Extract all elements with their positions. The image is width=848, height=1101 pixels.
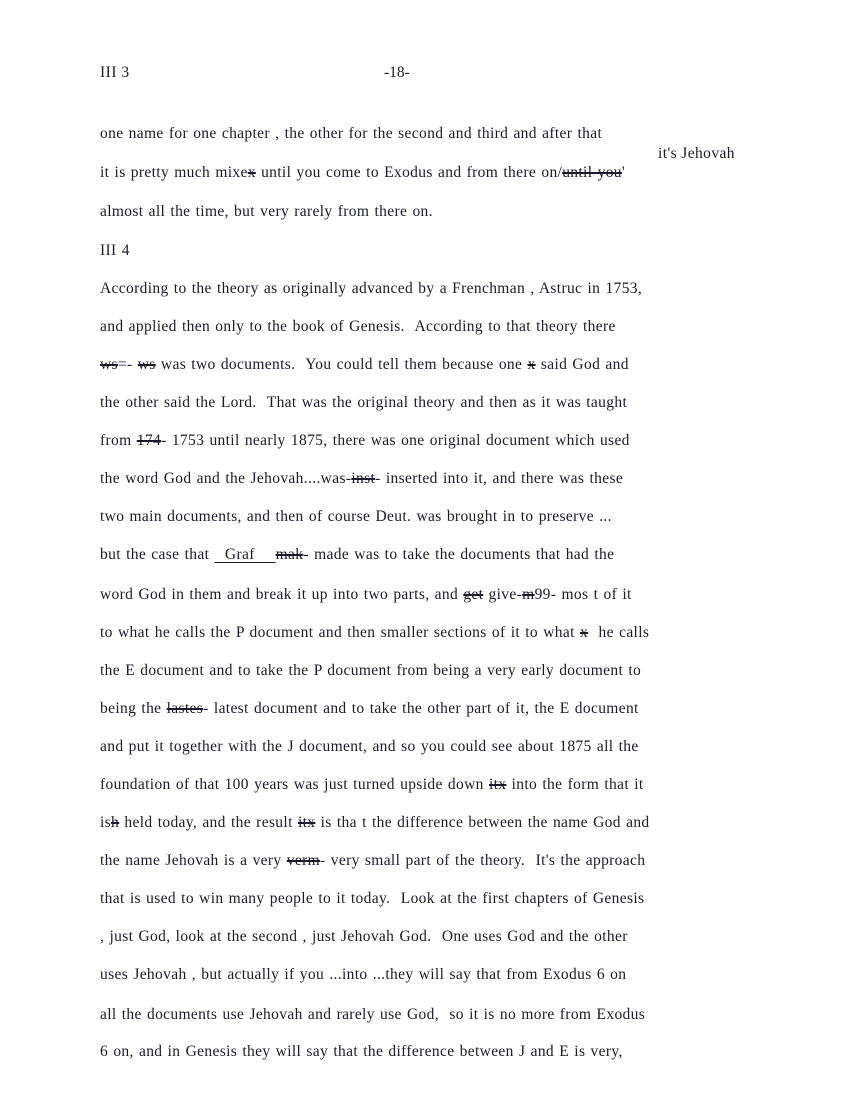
text-run: held today, and the result	[119, 814, 298, 831]
text-line	[100, 662, 641, 680]
text-line	[100, 318, 616, 336]
text-line	[100, 1043, 623, 1061]
struck-text: x	[527, 356, 536, 373]
text-run: almost all the time, but very rarely from there on.	[100, 203, 433, 220]
struck-text: verm	[286, 852, 321, 869]
text-line	[100, 164, 625, 182]
text-run: until you come to Exodus and from there on/	[255, 164, 563, 181]
page-header	[100, 64, 800, 88]
struck-text: lastes	[166, 700, 204, 717]
text-run: - very small part of the theory. It's the approach	[320, 852, 646, 869]
struck-text: itx	[297, 814, 316, 831]
struck-text: inst	[351, 470, 376, 487]
text-run: and put it together with the J document, and so you could see about 1875 all the	[100, 738, 639, 755]
text-run: it is pretty much mixe	[100, 164, 248, 181]
page-number: -18-	[384, 64, 410, 81]
struck-text: get	[463, 586, 484, 603]
text-run: was two documents. You could tell them because one	[155, 356, 528, 373]
text-run: one name for one chapter , the other for the second and third and after that	[100, 125, 603, 142]
text-line	[100, 624, 649, 642]
underlined-name: Graf	[214, 546, 276, 563]
struck-text: 174	[136, 432, 162, 449]
struck-text: mak	[275, 546, 304, 563]
text-line	[100, 966, 626, 984]
text-run: being the	[100, 700, 167, 717]
text-line	[100, 700, 639, 718]
text-run: , just God, look at the second , just Jehovah God. One uses God and the other	[100, 928, 628, 945]
struck-text: x	[579, 624, 589, 641]
struck-text: h	[111, 814, 120, 831]
text-run: all the documents use Jehovah and rarely use God, so it is no more from Exodus	[100, 1006, 646, 1023]
text-line	[100, 508, 612, 526]
text-run: and applied then only to the book of Genesis. According to that theory there	[100, 318, 616, 335]
text-run: '	[621, 164, 626, 181]
text-line	[100, 280, 642, 298]
text-run: - inserted into it, and there was these	[375, 470, 624, 487]
text-run: is tha t the difference between the name God and	[315, 814, 650, 831]
struck-text: x	[247, 164, 256, 181]
text-line	[100, 814, 650, 832]
text-run: 99- mos t of it	[534, 586, 632, 603]
text-run: to what he calls the P document and then smaller sections of it to what	[100, 624, 580, 641]
text-line	[100, 586, 632, 604]
text-line	[100, 890, 644, 908]
text-run: give-	[483, 586, 523, 603]
text-run: but the case that	[100, 546, 215, 563]
text-line	[100, 776, 644, 794]
text-run: - latest document and to take the other part of it, the E document	[203, 700, 639, 717]
section-label-header: III 3	[100, 64, 130, 81]
text-run: that is used to win many people to it today. Look at the first chapters of Genesis	[100, 890, 645, 907]
text-run: the name Jehovah is a very	[100, 852, 287, 869]
text-line	[100, 852, 645, 870]
text-line	[100, 432, 630, 450]
struck-text: until you	[562, 164, 622, 181]
text-run: According to the theory as originally advanced by a Frenchman , Astruc in 1753,	[100, 280, 643, 297]
text-run: from	[100, 432, 137, 449]
text-run: =-	[117, 356, 138, 373]
text-line	[100, 546, 614, 564]
struck-text: m	[522, 586, 535, 603]
text-line	[100, 356, 629, 374]
section-label: III 4	[100, 242, 130, 259]
text-run: uses Jehovah , but actually if you ...into ...they will say that from Exodus 6 on	[100, 966, 627, 983]
text-run: foundation of that 100 years was just turned upside down	[100, 776, 489, 793]
text-run: word God in them and break it up into two parts, and	[100, 586, 464, 603]
struck-text: ws	[100, 356, 118, 373]
text-line	[100, 203, 433, 221]
text-line	[100, 928, 628, 946]
text-line	[100, 125, 602, 143]
interlinear-insertion: it's Jehovah	[658, 145, 735, 162]
text-run: is	[100, 814, 112, 831]
text-run: two main documents, and then of course Deut. was brought in to preserve ...	[100, 508, 612, 525]
text-line	[100, 394, 627, 412]
text-run: - made was to take the documents that had the	[303, 546, 615, 563]
text-run: the word God and the Jehovah....was-	[100, 470, 352, 487]
text-run: 6 on, and in Genesis they will say that the difference between J and E is very,	[100, 1043, 623, 1060]
text-run: the other said the Lord. That was the original theory and then as it was taught	[100, 394, 628, 411]
text-run: he calls	[588, 624, 650, 641]
text-run: the E document and to take the P document from being a very early document to	[100, 662, 642, 679]
text-line	[100, 738, 639, 756]
struck-text: ws	[137, 356, 156, 373]
text-run: - 1753 until nearly 1875, there was one original document which used	[161, 432, 630, 449]
struck-text: itx	[488, 776, 507, 793]
text-run: said God and	[535, 356, 629, 373]
text-line	[100, 470, 623, 488]
text-run: into the form that it	[506, 776, 644, 793]
text-line	[100, 1006, 645, 1024]
